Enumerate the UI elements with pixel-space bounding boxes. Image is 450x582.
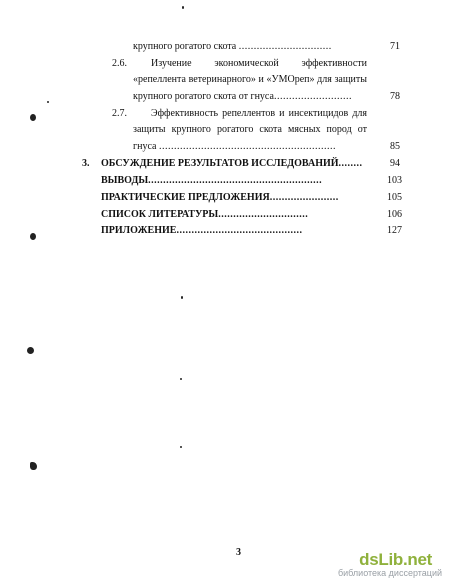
toc-entry-vyvody (101, 175, 366, 187)
watermark[interactable] (332, 550, 442, 578)
toc-leader-dots: .......................................................... (148, 175, 323, 186)
toc-entry-2-7-line2: защиты крупного рогатого скота мясных пород от (133, 124, 367, 135)
toc-entry-text: ПРИЛОЖЕНИЕ (101, 225, 177, 236)
scan-speck (47, 101, 49, 103)
toc-section-number: 2.6. (112, 58, 127, 69)
toc-entry-prakticheskie (101, 192, 366, 204)
toc-leader-dots: ........................................................... (158, 141, 336, 152)
toc-entry-2-6-line1: Изучение экономической эффективности (151, 58, 367, 69)
toc-entry-prilozhenie (101, 225, 366, 237)
hole-punch-mark (30, 114, 36, 121)
toc-page-number: 85 (390, 141, 400, 152)
toc-entry-text: крупного рогатого скота (133, 41, 237, 52)
toc-leader-dots: .......................................... (176, 225, 303, 236)
scan-speck (182, 6, 184, 9)
toc-page-number: 106 (387, 209, 402, 220)
watermark-subtitle: библиотека диссертаций (337, 568, 442, 578)
toc-entry-text: ОБСУЖДЕНИЕ РЕЗУЛЬТАТОВ ИССЛЕДОВАНИЙ (101, 158, 339, 169)
toc-entry-2-5-continuation (133, 41, 366, 53)
toc-entry-spisok-literatury (101, 209, 366, 221)
hole-punch-mark (27, 347, 34, 354)
toc-leader-dots: .............................. (218, 209, 309, 220)
toc-entry-2-6-line3 (133, 91, 366, 103)
scan-speck (181, 296, 183, 299)
toc-entry-2-7-line3 (133, 141, 366, 153)
toc-entry-chapter-3 (101, 158, 366, 170)
scan-speck (180, 378, 182, 380)
toc-leader-dots: ....................... (269, 192, 339, 203)
watermark-logo[interactable]: dsLib.net (359, 550, 432, 569)
toc-chapter-number: 3. (82, 158, 90, 169)
toc-leader-dots: ........ (338, 158, 363, 169)
toc-leader-dots: ............................... (238, 41, 332, 52)
toc-entry-text: СПИСОК ЛИТЕРАТУРЫ (101, 209, 219, 220)
toc-entry-text: ПРАКТИЧЕСКИЕ ПРЕДЛОЖЕНИЯ (101, 192, 270, 203)
toc-page-number: 127 (387, 225, 402, 236)
toc-page-number: 105 (387, 192, 402, 203)
toc-entry-text: гнуса (133, 141, 157, 152)
toc-page-number: 94 (390, 158, 400, 169)
toc-page-number: 103 (387, 175, 402, 186)
toc-page-number: 71 (390, 41, 400, 52)
toc-entry-2-6-line2: «репеллента ветеринарного» и «УМОреп» для защиты (133, 74, 367, 85)
toc-entry-text: крупного рогатого скота от гнуса (133, 91, 274, 102)
toc-entry-2-7-line1: Эффективность репеллентов и инсектицидов для (151, 108, 367, 119)
toc-entry-text: ВЫВОДЫ (101, 175, 149, 186)
scan-speck (180, 446, 182, 448)
page-number: 3 (236, 547, 241, 558)
toc-leader-dots: .......................... (273, 91, 352, 102)
hole-punch-mark (30, 233, 36, 240)
toc-section-number: 2.7. (112, 108, 127, 119)
toc-page-number: 78 (390, 91, 400, 102)
hole-punch-mark (30, 462, 37, 470)
